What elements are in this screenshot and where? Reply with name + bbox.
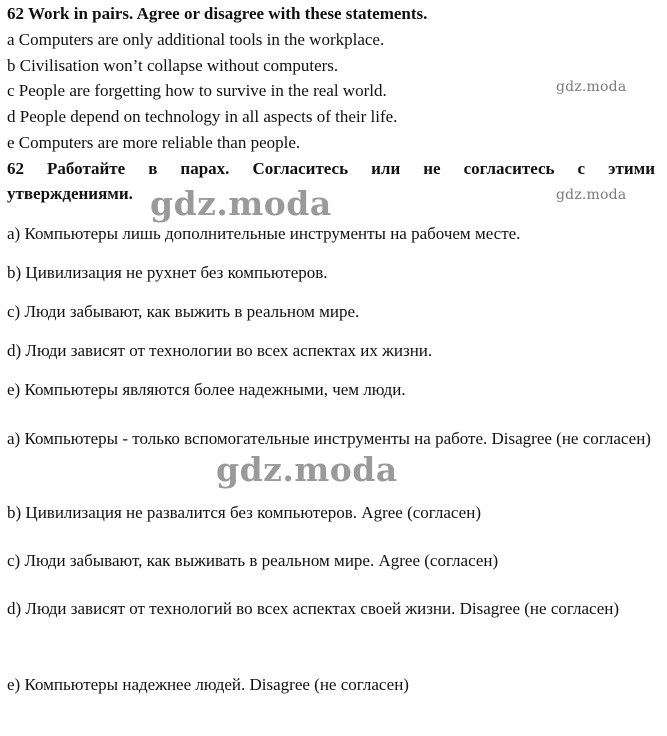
- watermark-small-top: gdz.moda: [556, 79, 627, 95]
- statement-en-e: e Computers are more reliable than people.: [7, 133, 301, 152]
- statement-ru-a: a) Компьютеры лишь дополнительные инструменты на рабочем месте.: [7, 224, 521, 243]
- statement-ru-c: c) Люди забывают, как выжить в реальном мире.: [7, 302, 360, 321]
- statement-en-d: d People depend on technology in all aspects of their life.: [7, 107, 398, 126]
- task-heading-en: 62 Work in pairs. Agree or disagree with these statements.: [7, 4, 428, 23]
- answer-c: c) Люди забывают, как выживать в реальном мире. Agree (согласен): [7, 551, 499, 570]
- statement-en-b: b Civilisation won’t collapse without computers.: [7, 56, 339, 75]
- watermark-small-middle: gdz.moda: [556, 187, 627, 203]
- watermark-large-lower: gdz.moda: [216, 450, 398, 489]
- answer-a: a) Компьютеры - только вспомогательные инструменты на работе. Disagree (не согласен): [7, 429, 651, 448]
- task-heading-ru-line2: утверждениями.: [7, 184, 133, 203]
- answer-e: e) Компьютеры надежнее людей. Disagree (не согласен): [7, 675, 409, 694]
- statement-ru-b: b) Цивилизация не рухнет без компьютеров.: [7, 263, 328, 282]
- watermark-large-upper: gdz.moda: [150, 184, 332, 223]
- answer-d: d) Люди зависят от технологий во всех аспектах своей жизни. Disagree (не согласен): [7, 599, 620, 618]
- task-heading-ru-line1: 62 Работайте в парах. Согласитесь или не согласитесь с этими: [7, 159, 655, 178]
- statement-ru-e: e) Компьютеры являются более надежными, чем люди.: [7, 380, 406, 399]
- statement-en-a: a Computers are only additional tools in the workplace.: [7, 30, 385, 49]
- statement-ru-d: d) Люди зависят от технологии во всех аспектах их жизни.: [7, 341, 433, 360]
- statement-en-c: c People are forgetting how to survive in the real world.: [7, 81, 387, 100]
- answer-b: b) Цивилизация не развалится без компьютеров. Agree (согласен): [7, 503, 481, 522]
